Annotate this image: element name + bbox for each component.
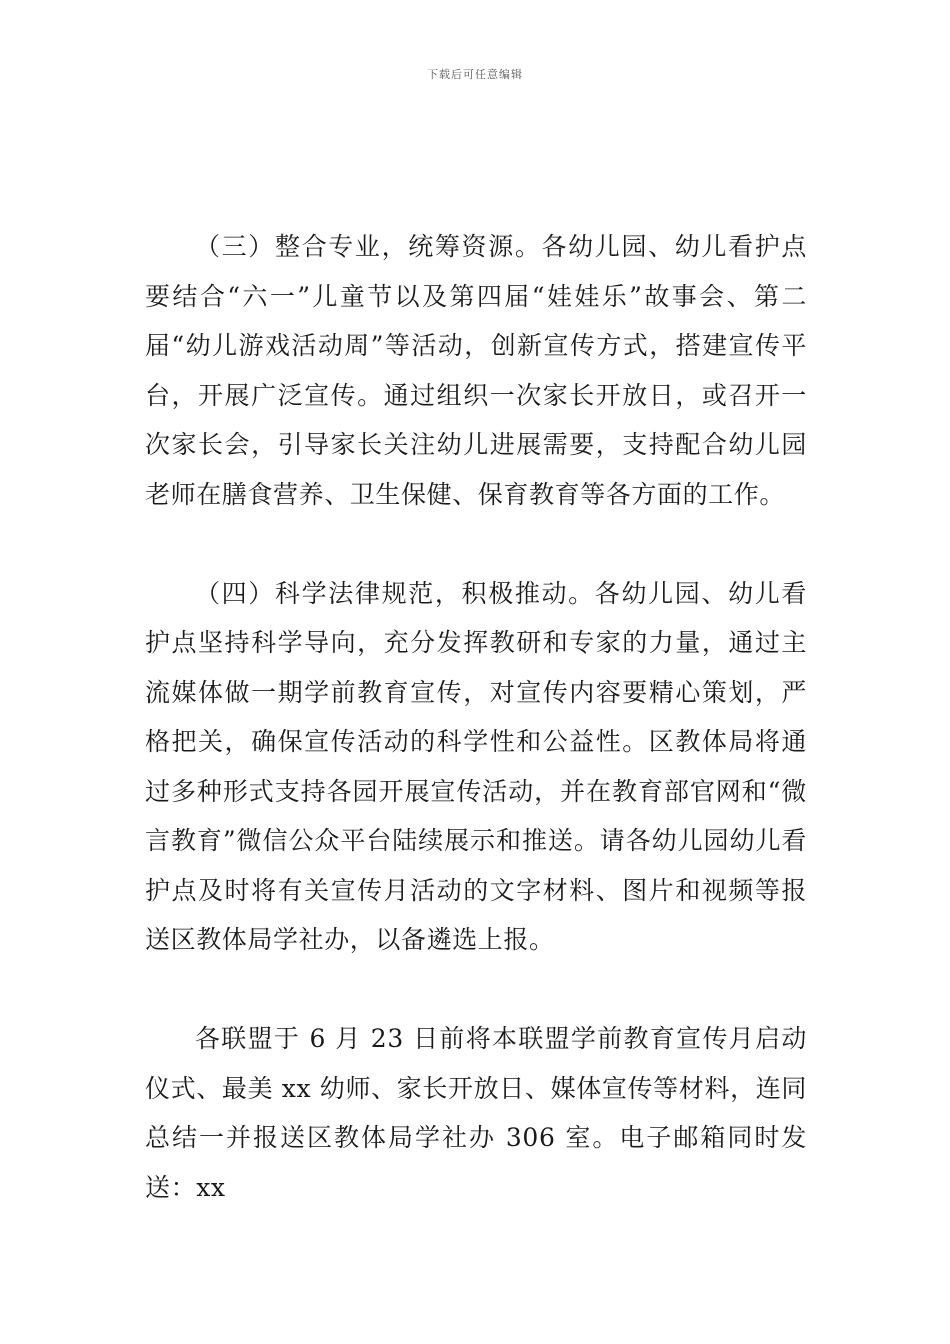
paragraph-section-three: （三）整合专业，统筹资源。各幼儿园、幼儿看护点要结合“六一”儿童节以及第四届“娃娃乐”故事会、第二届“幼儿游戏活动周”等活动，创新宣传方式，搭建宣传平台，开展广泛宣传。通过组织一次家长开放日，或召开一次家长会，引导家长关注幼儿进展需要，支持配合幼儿园老师在膳食营养、卫生保健、保育教育等各方面的工作。	[145, 232, 807, 509]
paragraph-submission-notice: 各联盟于 6 月 23 日前将本联盟学前教育宣传月启动仪式、最美 xx 幼师、家长开放日、媒体宣传等材料，连同总结一并报送区教体局学社办 306 室。电子邮箱同时发送：xx	[145, 1024, 807, 1202]
header-note: 下载后可任意编辑	[427, 68, 523, 81]
document-body	[145, 222, 807, 1212]
paragraph-section-four: （四）科学法律规范，积极推动。各幼儿园、幼儿看护点坚持科学导向，充分发挥教研和专家的力量，通过主流媒体做一期学前教育宣传，对宣传内容要精心策划，严格把关，确保宣传活动的科学性和公益性。区教体局将通过多种形式支持各园开展宣传活动，并在教育部官网和“微言教育”微信公众平台陆续展示和推送。请各幼儿园幼儿看护点及时将有关宣传月活动的文字材料、图片和视频等报送区教体局学社办，以备遴选上报。	[145, 578, 807, 954]
